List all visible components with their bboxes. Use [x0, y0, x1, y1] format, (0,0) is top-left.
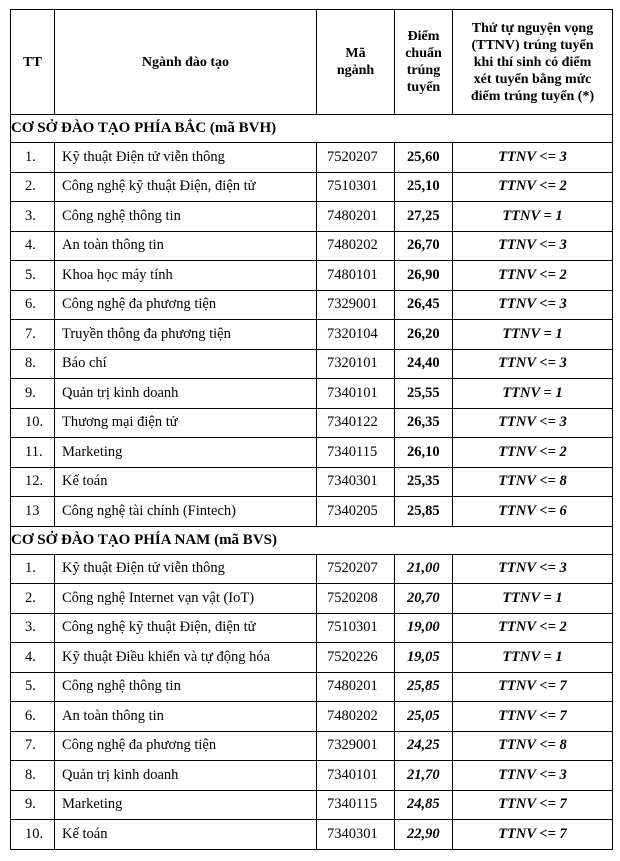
program-code-cell: 7510301 [317, 172, 395, 202]
program-code-cell: 7520208 [317, 584, 395, 614]
program-name-cell: Công nghệ kỹ thuật Điện, điện tử [55, 613, 317, 643]
cutoff-score-cell: 25,05 [395, 702, 453, 732]
row-number-cell: 5. [11, 672, 55, 702]
row-number-cell: 10. [11, 820, 55, 850]
aspiration-rule-cell: TTNV = 1 [453, 584, 613, 614]
program-name-cell: Thương mại điện tử [55, 408, 317, 438]
program-code-cell: 7520226 [317, 643, 395, 673]
header-program: Ngành đào tạo [55, 10, 317, 115]
section-header-row [11, 115, 613, 143]
row-number-cell: 4. [11, 643, 55, 673]
program-name-cell: Công nghệ Internet vạn vật (IoT) [55, 584, 317, 614]
program-code-cell: 7480202 [317, 702, 395, 732]
table-row [11, 643, 613, 673]
program-code-cell: 7320101 [317, 349, 395, 379]
program-code-cell: 7340205 [317, 497, 395, 527]
program-code-cell: 7340122 [317, 408, 395, 438]
program-code-cell: 7340301 [317, 820, 395, 850]
table-row [11, 790, 613, 820]
header-rule-line: điểm trúng tuyển (*) [470, 88, 595, 104]
row-number-cell: 2. [11, 172, 55, 202]
table-row [11, 143, 613, 173]
program-name-cell: Công nghệ tài chính (Fintech) [55, 497, 317, 527]
header-score-line: tuyển [406, 80, 441, 95]
cutoff-score-cell: 25,85 [395, 497, 453, 527]
aspiration-rule-cell: TTNV <= 3 [453, 143, 613, 173]
cutoff-score-cell: 26,20 [395, 320, 453, 350]
cutoff-score-cell: 24,40 [395, 349, 453, 379]
cutoff-score-cell: 20,70 [395, 584, 453, 614]
header-row [11, 10, 613, 115]
cutoff-score-cell: 24,85 [395, 790, 453, 820]
row-number-cell: 5. [11, 261, 55, 291]
row-number-cell: 12. [11, 467, 55, 497]
program-name-cell: Marketing [55, 790, 317, 820]
table-row [11, 672, 613, 702]
row-number-cell: 2. [11, 584, 55, 614]
program-code-cell: 7480101 [317, 261, 395, 291]
table-row [11, 497, 613, 527]
table-row [11, 702, 613, 732]
table-row [11, 731, 613, 761]
aspiration-rule-cell: TTNV <= 3 [453, 290, 613, 320]
cutoff-score-cell: 21,00 [395, 554, 453, 584]
aspiration-rule-cell: TTNV <= 7 [453, 672, 613, 702]
program-name-cell: Kỹ thuật Điện tử viễn thông [55, 143, 317, 173]
header-code-line: ngành [336, 63, 375, 78]
admission-score-table [10, 9, 613, 850]
cutoff-score-cell: 25,60 [395, 143, 453, 173]
table-row [11, 467, 613, 497]
cutoff-score-cell: 25,55 [395, 379, 453, 409]
row-number-cell: 1. [11, 554, 55, 584]
table-row [11, 320, 613, 350]
table-row [11, 172, 613, 202]
program-code-cell: 7329001 [317, 731, 395, 761]
program-code-cell: 7520207 [317, 143, 395, 173]
aspiration-rule-cell: TTNV <= 3 [453, 554, 613, 584]
aspiration-rule-cell: TTNV = 1 [453, 379, 613, 409]
program-name-cell: Báo chí [55, 349, 317, 379]
program-name-cell: Quản trị kinh doanh [55, 761, 317, 791]
aspiration-rule-cell: TTNV <= 8 [453, 467, 613, 497]
row-number-cell: 4. [11, 231, 55, 261]
cutoff-score-cell: 27,25 [395, 202, 453, 232]
table-row [11, 379, 613, 409]
section-title: CƠ SỞ ĐÀO TẠO PHÍA NAM (mã BVS) [11, 526, 613, 554]
program-name-cell: Marketing [55, 438, 317, 468]
aspiration-rule-cell: TTNV <= 7 [453, 702, 613, 732]
cutoff-score-cell: 26,90 [395, 261, 453, 291]
aspiration-rule-cell: TTNV <= 2 [453, 172, 613, 202]
header-rule-line: (TTNV) trúng tuyển [471, 37, 594, 53]
program-code-cell: 7340301 [317, 467, 395, 497]
program-code-cell: 7510301 [317, 613, 395, 643]
section-title: CƠ SỞ ĐÀO TẠO PHÍA BẮC (mã BVH) [11, 115, 613, 143]
aspiration-rule-cell: TTNV <= 7 [453, 790, 613, 820]
header-tt: TT [11, 10, 55, 115]
aspiration-rule-cell: TTNV <= 7 [453, 820, 613, 850]
aspiration-rule-cell: TTNV <= 6 [453, 497, 613, 527]
program-name-cell: Công nghệ kỹ thuật Điện, điện tử [55, 172, 317, 202]
program-name-cell: An toàn thông tin [55, 231, 317, 261]
row-number-cell: 3. [11, 202, 55, 232]
header-score [395, 10, 453, 115]
program-name-cell: Khoa học máy tính [55, 261, 317, 291]
row-number-cell: 1. [11, 143, 55, 173]
aspiration-rule-cell: TTNV <= 3 [453, 349, 613, 379]
cutoff-score-cell: 25,10 [395, 172, 453, 202]
program-code-cell: 7340101 [317, 379, 395, 409]
table-row [11, 761, 613, 791]
header-rule-line: xét tuyển bằng mức [473, 71, 592, 87]
table-row [11, 231, 613, 261]
row-number-cell: 13 [11, 497, 55, 527]
table-row [11, 613, 613, 643]
program-name-cell: Kế toán [55, 820, 317, 850]
cutoff-score-cell: 22,90 [395, 820, 453, 850]
program-name-cell: Kế toán [55, 467, 317, 497]
aspiration-rule-cell: TTNV <= 2 [453, 438, 613, 468]
table-row [11, 554, 613, 584]
cutoff-score-cell: 26,70 [395, 231, 453, 261]
row-number-cell: 8. [11, 349, 55, 379]
header-rule-line: khi thí sinh có điểm [473, 54, 592, 70]
program-name-cell: Kỹ thuật Điều khiển và tự động hóa [55, 643, 317, 673]
aspiration-rule-cell: TTNV = 1 [453, 320, 613, 350]
table-row [11, 202, 613, 232]
cutoff-score-cell: 26,45 [395, 290, 453, 320]
aspiration-rule-cell: TTNV <= 3 [453, 231, 613, 261]
header-rule-line: Thứ tự nguyện vọng [471, 20, 594, 36]
cutoff-score-cell: 21,70 [395, 761, 453, 791]
table-row [11, 290, 613, 320]
table-row [11, 408, 613, 438]
program-name-cell: Công nghệ thông tin [55, 672, 317, 702]
program-name-cell: Công nghệ đa phương tiện [55, 731, 317, 761]
table-row [11, 584, 613, 614]
program-name-cell: An toàn thông tin [55, 702, 317, 732]
header-code [317, 10, 395, 115]
row-number-cell: 3. [11, 613, 55, 643]
row-number-cell: 8. [11, 761, 55, 791]
program-code-cell: 7340115 [317, 438, 395, 468]
row-number-cell: 9. [11, 379, 55, 409]
cutoff-score-cell: 26,10 [395, 438, 453, 468]
aspiration-rule-cell: TTNV <= 3 [453, 761, 613, 791]
program-code-cell: 7520207 [317, 554, 395, 584]
program-name-cell: Công nghệ thông tin [55, 202, 317, 232]
aspiration-rule-cell: TTNV <= 2 [453, 613, 613, 643]
cutoff-score-cell: 19,00 [395, 613, 453, 643]
table-row [11, 261, 613, 291]
program-code-cell: 7480202 [317, 231, 395, 261]
program-name-cell: Kỹ thuật Điện tử viễn thông [55, 554, 317, 584]
aspiration-rule-cell: TTNV = 1 [453, 643, 613, 673]
aspiration-rule-cell: TTNV = 1 [453, 202, 613, 232]
cutoff-score-cell: 25,35 [395, 467, 453, 497]
cutoff-score-cell: 19,05 [395, 643, 453, 673]
section-header-row [11, 526, 613, 554]
table-body [11, 115, 613, 850]
row-number-cell: 7. [11, 731, 55, 761]
program-code-cell: 7320104 [317, 320, 395, 350]
cutoff-score-cell: 25,85 [395, 672, 453, 702]
header-rule [453, 10, 613, 115]
program-name-cell: Quản trị kinh doanh [55, 379, 317, 409]
table-row [11, 820, 613, 850]
program-code-cell: 7340101 [317, 761, 395, 791]
cutoff-score-cell: 24,25 [395, 731, 453, 761]
row-number-cell: 11. [11, 438, 55, 468]
table-row [11, 349, 613, 379]
aspiration-rule-cell: TTNV <= 3 [453, 408, 613, 438]
header-code-line: Mã [345, 46, 366, 61]
program-name-cell: Công nghệ đa phương tiện [55, 290, 317, 320]
aspiration-rule-cell: TTNV <= 2 [453, 261, 613, 291]
program-name-cell: Truyền thông đa phương tiện [55, 320, 317, 350]
table-row [11, 438, 613, 468]
row-number-cell: 10. [11, 408, 55, 438]
aspiration-rule-cell: TTNV <= 8 [453, 731, 613, 761]
row-number-cell: 6. [11, 702, 55, 732]
header-score-line: Điểm [407, 29, 440, 44]
row-number-cell: 6. [11, 290, 55, 320]
program-code-cell: 7480201 [317, 202, 395, 232]
row-number-cell: 9. [11, 790, 55, 820]
program-code-cell: 7329001 [317, 290, 395, 320]
program-code-cell: 7480201 [317, 672, 395, 702]
program-code-cell: 7340115 [317, 790, 395, 820]
header-score-line: chuẩn [405, 46, 442, 61]
row-number-cell: 7. [11, 320, 55, 350]
cutoff-score-cell: 26,35 [395, 408, 453, 438]
header-score-line: trúng [406, 63, 441, 78]
